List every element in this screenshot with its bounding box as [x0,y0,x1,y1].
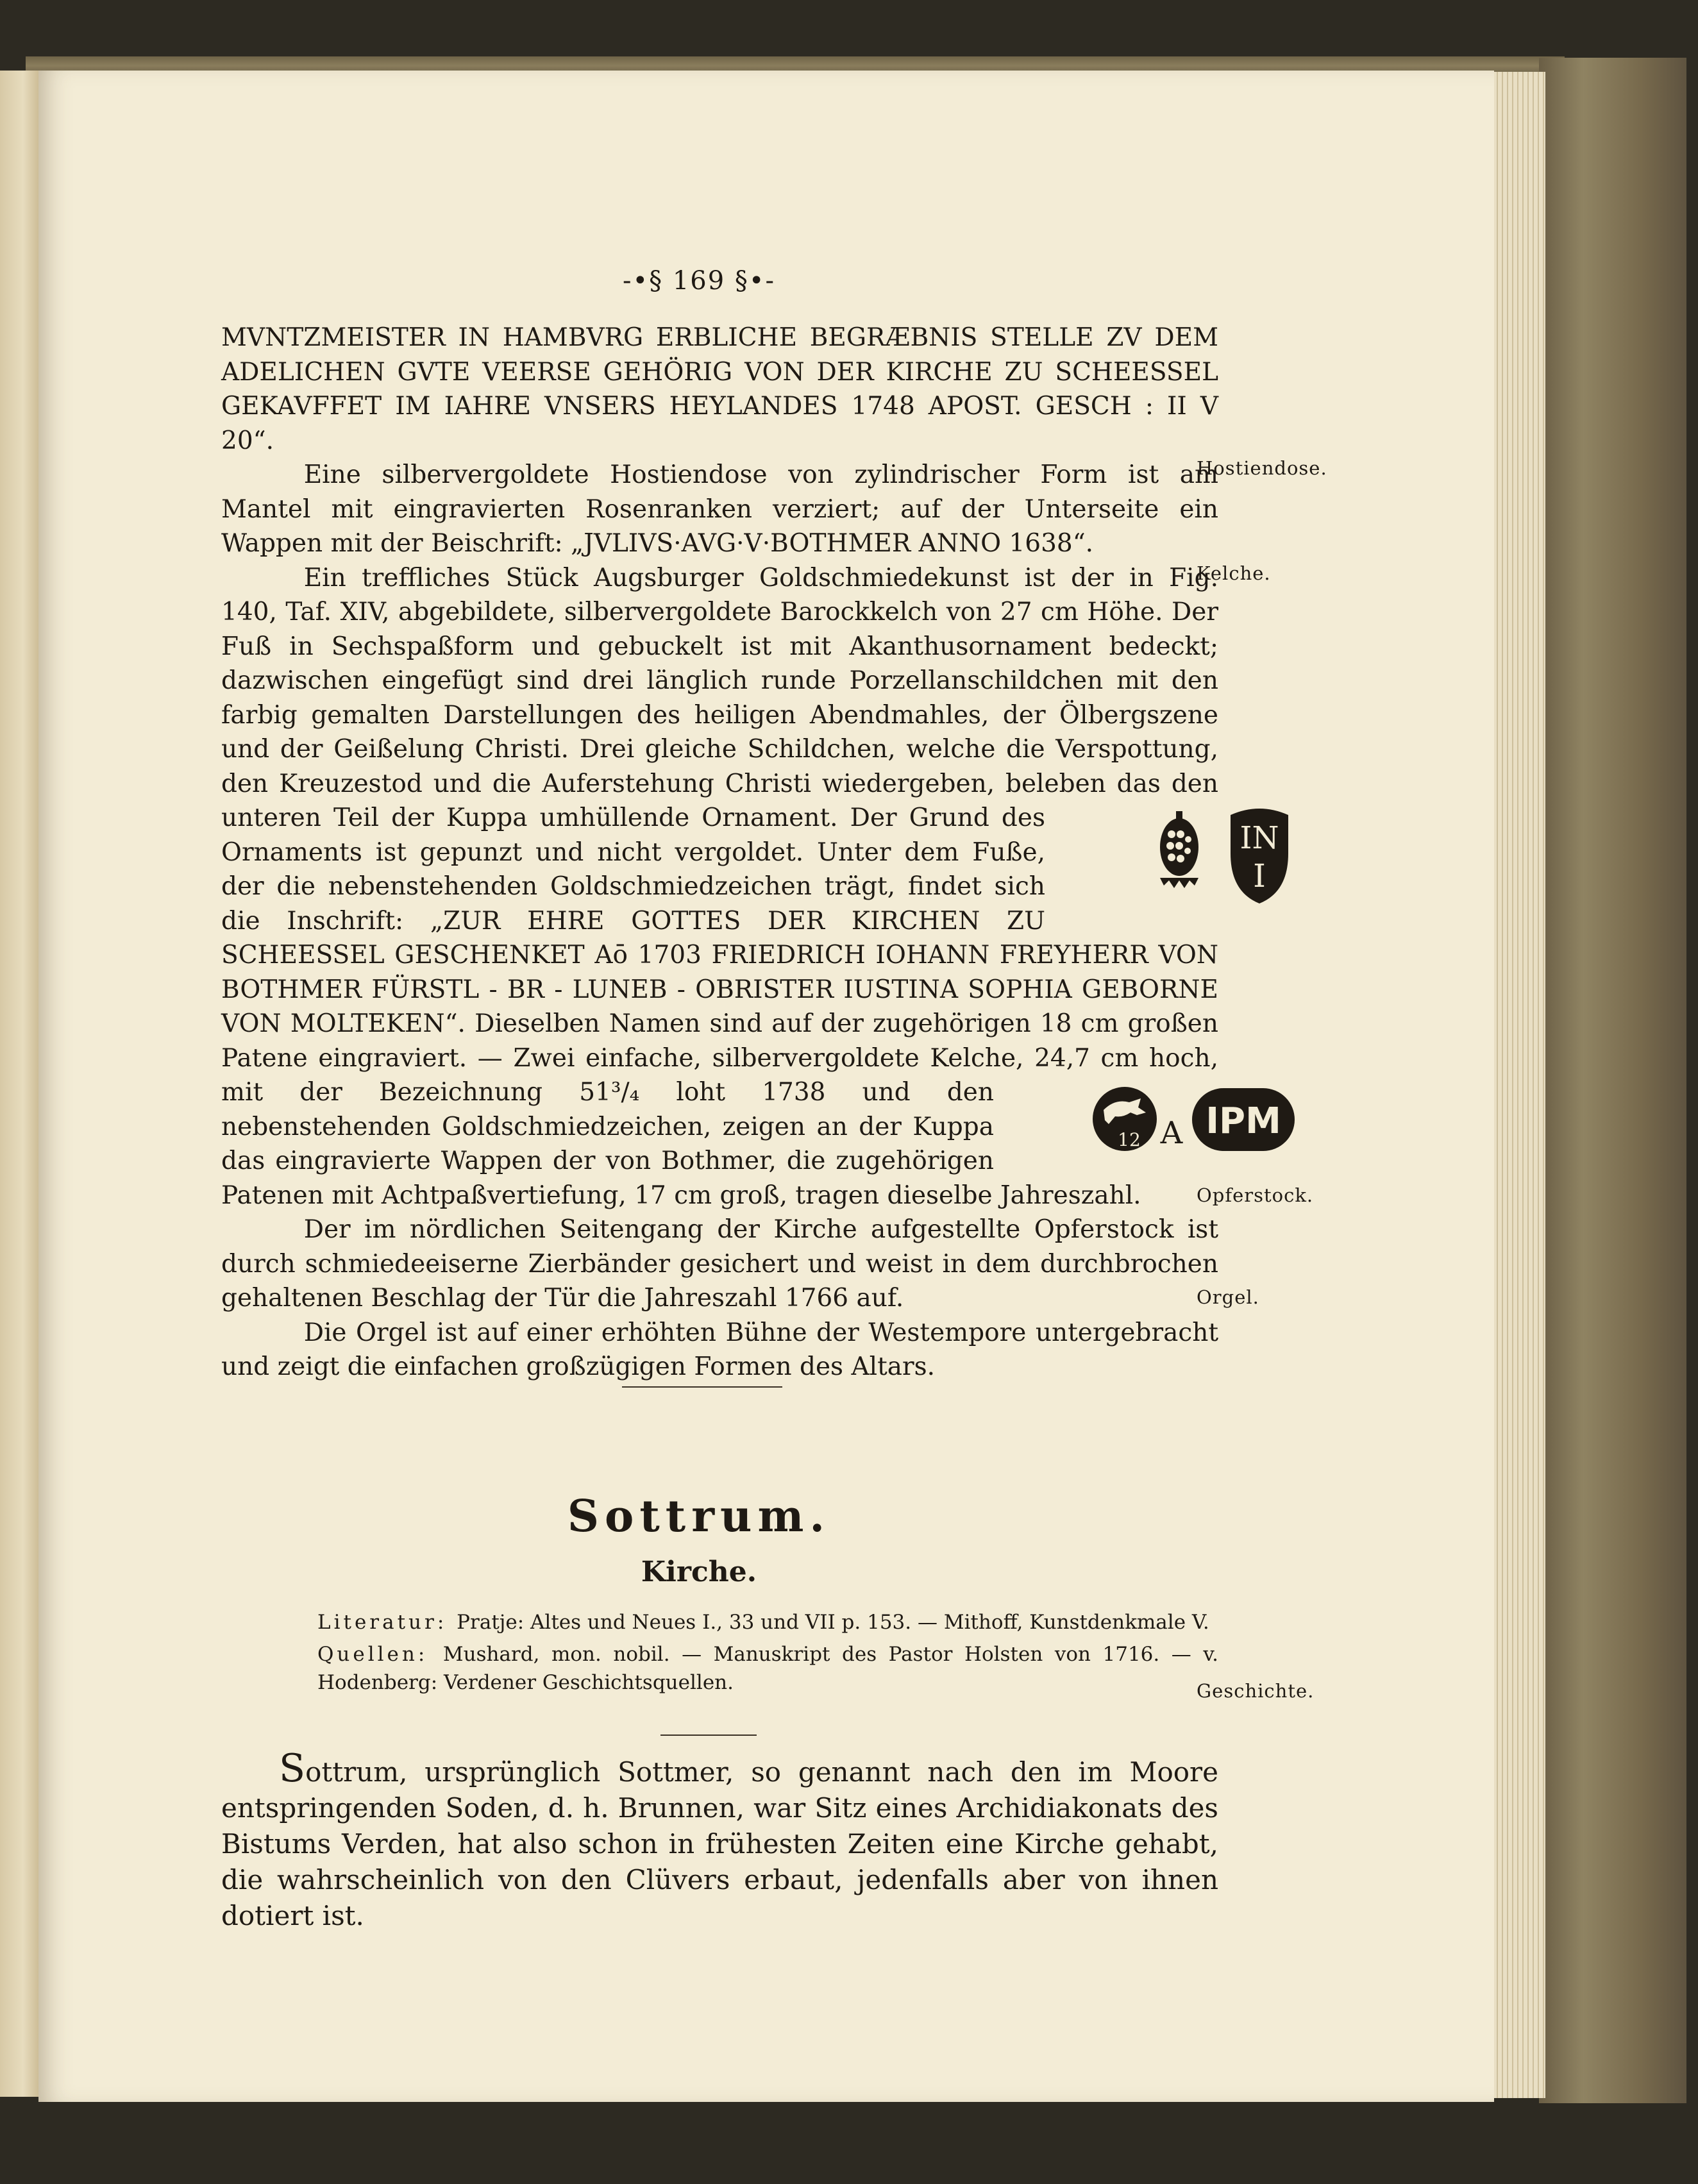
paragraph-hostiendose: Eine silbervergoldete Hostiendose von zylindrischer Form ist am Mantel mit eingravierten Rosenranken verziert; auf der Unterseite ein Wappen mit der Beischrift: „JVLIVS·AVG·V·BOTHMER ANNO 1638“. [221,460,1218,558]
book-page [38,71,1494,2102]
margin-note-opferstock: Opferstock. [1197,1184,1314,1206]
paragraph-inscription: MVNTZMEISTER IN HAMBVRG ERBLICHE BEGRÆBNIS STELLE ZV DEM ADELICHEN GVTE VEERSE GEHÖRIG VON DER KIRCHE ZU SCHEESSEL GEKAVFFET IM IAHRE VNSERS HEYLANDES 1748 APOST. GESCH : II V 20“. [221,323,1218,455]
goldsmith-marks-2 [1007,1079,1281,1156]
mark2-initials: IPM [1205,1100,1281,1142]
reference-literatur [221,1608,1218,1636]
margin-note-orgel: Orgel. [1197,1286,1259,1308]
margin-note-geschichte: Geschichte. [1197,1680,1315,1702]
references [221,1608,1218,1701]
quellen-text: Mushard, mon. nobil. — Manuskript des Pastor Holsten von 1716. — v. Hodenberg: Verdener Geschichtsquellen. [317,1643,1219,1694]
left-page-edge [0,71,38,2097]
main-text [221,321,1281,1384]
section-subtitle: Kirche. [641,1556,757,1588]
history-paragraph [221,1746,1218,1934]
margin-note-hostiendose: Hostiendose. [1197,457,1327,479]
page-edges [1488,72,1545,2098]
divider-rule-2 [660,1735,757,1736]
reference-quellen [221,1640,1218,1697]
margin-note-kelche: Kelche. [1197,562,1271,584]
mark2-letter: A [1160,1115,1183,1151]
paragraph-kelche-part-a: Ein treffliches Stück Augsburger Goldschmiedekunst ist der in Fig. 140, Taf. XIV, abgebildete, silbervergoldete Barockkelch von 27 cm Höhe. Der Fuß in Sechspaßform und gebuckelt ist mit Akanthusornament bedeckt; dazwischen eingefügt sind drei länglich runde Porzellanschildchen mit den farbig gemalten Darstellungen des heiligen Abendmahles, der Ölbergszene und der Geißelung Christi. Drei gleiche Schildchen, welche die Verspottung, den Kreuzestod und die Auferstehung Christi wiedergeben, beleben das den unteren Teil der Kuppa umhüllende Ornament. [221,563,1218,832]
mark1-top: IN [1240,820,1279,856]
literatur-text: Pratje: Altes und Neues I., 33 und VII p. 153. — Mithoff, Kunstdenkmale V. [457,1611,1209,1634]
paragraph-kelche-part-c: 24,7 cm hoch, mit der Bezeichnung 51³/₄ loht 1738 und den nebenstehenden Goldschmiedzeichen, zeigen an der Kuppa das eingravierte Wappen der von Bothmer, die zugehörigen Patenen mit Achtpaßvertiefung, 17 cm groß, tragen dieselbe Jahreszahl. [221,1043,1218,1210]
quellen-label: Quellen: [317,1643,428,1666]
history-dropcap: S [279,1746,306,1791]
paragraph-opferstock: Der im nördlichen Seitengang der Kirche aufgestellte Opferstock ist durch schmiedeeiserne Zierbänder gesichert und weist in dem durchbrochen gehaltenen Beschlag der Tür die Jahreszahl 1766 auf. [221,1215,1218,1313]
divider-rule-1 [622,1386,782,1388]
literatur-label: Literatur: [317,1611,448,1634]
history-text: ottrum, ursprünglich Sottmer, so genannt nach den im Moore entspringenden Soden, d. h. Brunnen, war Sitz eines Archidiakonats des Bistums Verden, hat also schon in frühesten Zeiten eine Kirche gehabt, die wahrscheinlich von den Clüvers erbaut, jedenfalls aber von ihnen dotiert ist. [221,1756,1218,1931]
paragraph-kelche-part-b: Der Grund des Ornaments ist gepunzt und nicht vergoldet. Unter dem Fuße, der die nebenstehenden Goldschmiedzeichen trägt, findet sich die Inschrift: „ZUR EHRE GOTTES DER KIRCHEN ZU SCHEESSEL GESCHENKET Aō 1703 FRIEDRICH IOHANN FREYHERR VON BOTHMER FÜRSTL - BR - LUNEB - OBRISTER IUSTINA SOPHIA GEBORNE VON MOLTEKEN“. Dieselben Namen sind auf der zugehörigen 18 cm großen Patene eingraviert. — Zwei einfache, silbervergoldete Kelche, [221,803,1218,1073]
section-title: Sottrum. [567,1491,831,1542]
horse-mark-icon [1089,1079,1301,1156]
mark1-bottom: I [1252,857,1266,895]
paragraph-orgel: Die Orgel ist auf einer erhöhten Bühne der Westempore untergebracht und zeigt die einfachen großzügigen Formen des Altars. [221,1318,1218,1381]
goldsmith-marks-1 [1058,802,1279,905]
book-cover-right [1539,58,1686,2103]
page-number: -•§ 169 §•- [623,266,775,296]
pinecone-mark-icon [1141,802,1301,905]
mark2-number: 12 [1117,1129,1141,1150]
